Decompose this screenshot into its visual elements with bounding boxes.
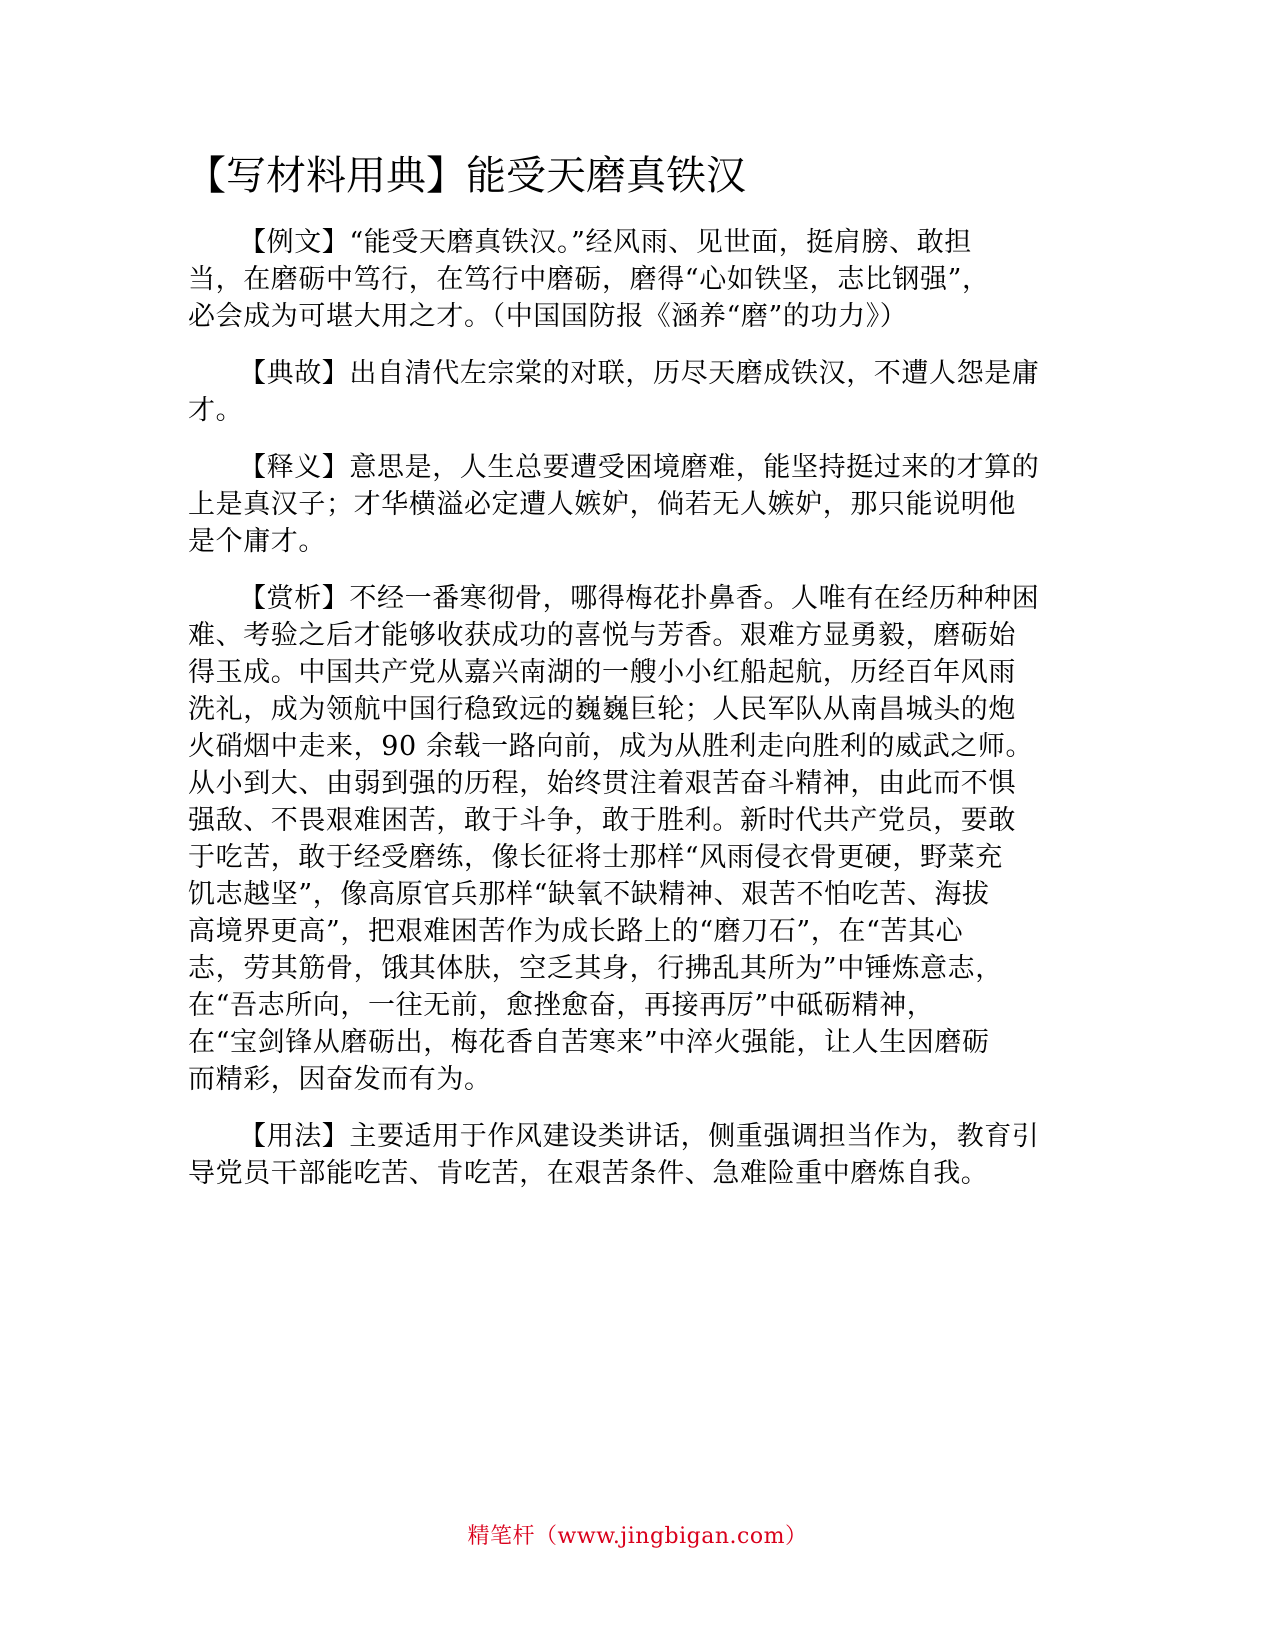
paragraph-meaning [188,449,1078,560]
text-line: 高境界更高”，把艰难困苦作为成长路上的“磨刀石”，在“苦其心 [188,916,964,947]
text-line: 而精彩，因奋发而有为。 [188,1064,492,1095]
text-line: 上是真汉子；才华横溢必定遭人嫉妒，倘若无人嫉妒，那只能说明他 [188,489,1016,520]
text-line: 饥志越坚”，像高原官兵那样“缺氧不缺精神、艰苦不怕吃苦、海拔 [188,879,990,910]
document-title: 【写材料用典】能受天磨真铁汉 [186,153,746,199]
text-line: 从小到大、由弱到强的历程，始终贯注着艰苦奋斗精神，由此而不惧 [188,768,1016,799]
text-line: 必会成为可堪大用之才。（中国国防报《涵养“磨”的功力》） [188,301,908,332]
text-line: 于吃苦，敢于经受磨练，像长征将士那样“风雨侵衣骨更硬，野菜充 [188,842,1003,873]
footer-source: 精笔杆（www.jingbigan.com） [467,1524,808,1549]
text-line: 难、考验之后才能够收获成功的喜悦与芳香。艰难方显勇毅，磨砺始 [188,620,1016,651]
text-line: 导党员干部能吃苦、肯吃苦，在艰苦条件、急难险重中磨炼自我。 [188,1158,989,1189]
text-line: 得玉成。中国共产党从嘉兴南湖的一艘小小红船起航，历经百年风雨 [188,657,1016,688]
text-line: 在“宝剑锋从磨砺出，梅花香自苦寒来”中淬火强能，让人生因磨砺 [188,1027,990,1058]
text-line: 【释义】意思是，人生总要遭受困境磨难，能坚持挺过来的才算的 [239,452,1040,483]
text-line: 是个庸才。 [188,526,326,557]
text-line: 火硝烟中走来，90 余载一路向前，成为从胜利走向胜利的威武之师。 [188,731,1034,762]
text-line: 志，劳其筋骨，饿其体肤，空乏其身，行拂乱其所为”中锤炼意志， [188,953,1003,984]
text-line: 才。 [188,395,244,426]
text-line: 洗礼，成为领航中国行稳致远的巍巍巨轮；人民军队从南昌城头的炮 [188,694,1016,725]
text-line: 【赏析】不经一番寒彻骨，哪得梅花扑鼻香。人唯有在经历种种困 [239,583,1040,614]
text-line: 【用法】主要适用于作风建设类讲话，侧重强调担当作为，教育引 [239,1121,1040,1152]
document-body [188,224,1078,1212]
text-line: 在“吾志所向，一往无前，愈挫愈奋，再接再厉”中砥砺精神， [188,990,935,1021]
paragraph-appreciation [188,580,1078,1098]
paragraph-allusion [188,355,1078,429]
text-line: 【典故】出自清代左宗棠的对联，历尽天磨成铁汉，不遭人怨是庸 [239,358,1040,389]
text-line: 【例文】“能受天磨真铁汉。”经风雨、见世面，挺肩膀、敢担 [239,227,972,258]
paragraph-example [188,224,1078,335]
paragraph-usage [188,1118,1078,1192]
text-line: 强敌、不畏艰难困苦，敢于斗争，敢于胜利。新时代共产党员，要敢 [188,805,1016,836]
text-line: 当，在磨砺中笃行，在笃行中磨砺，磨得“心如铁坚，志比钢强”， [188,264,990,295]
